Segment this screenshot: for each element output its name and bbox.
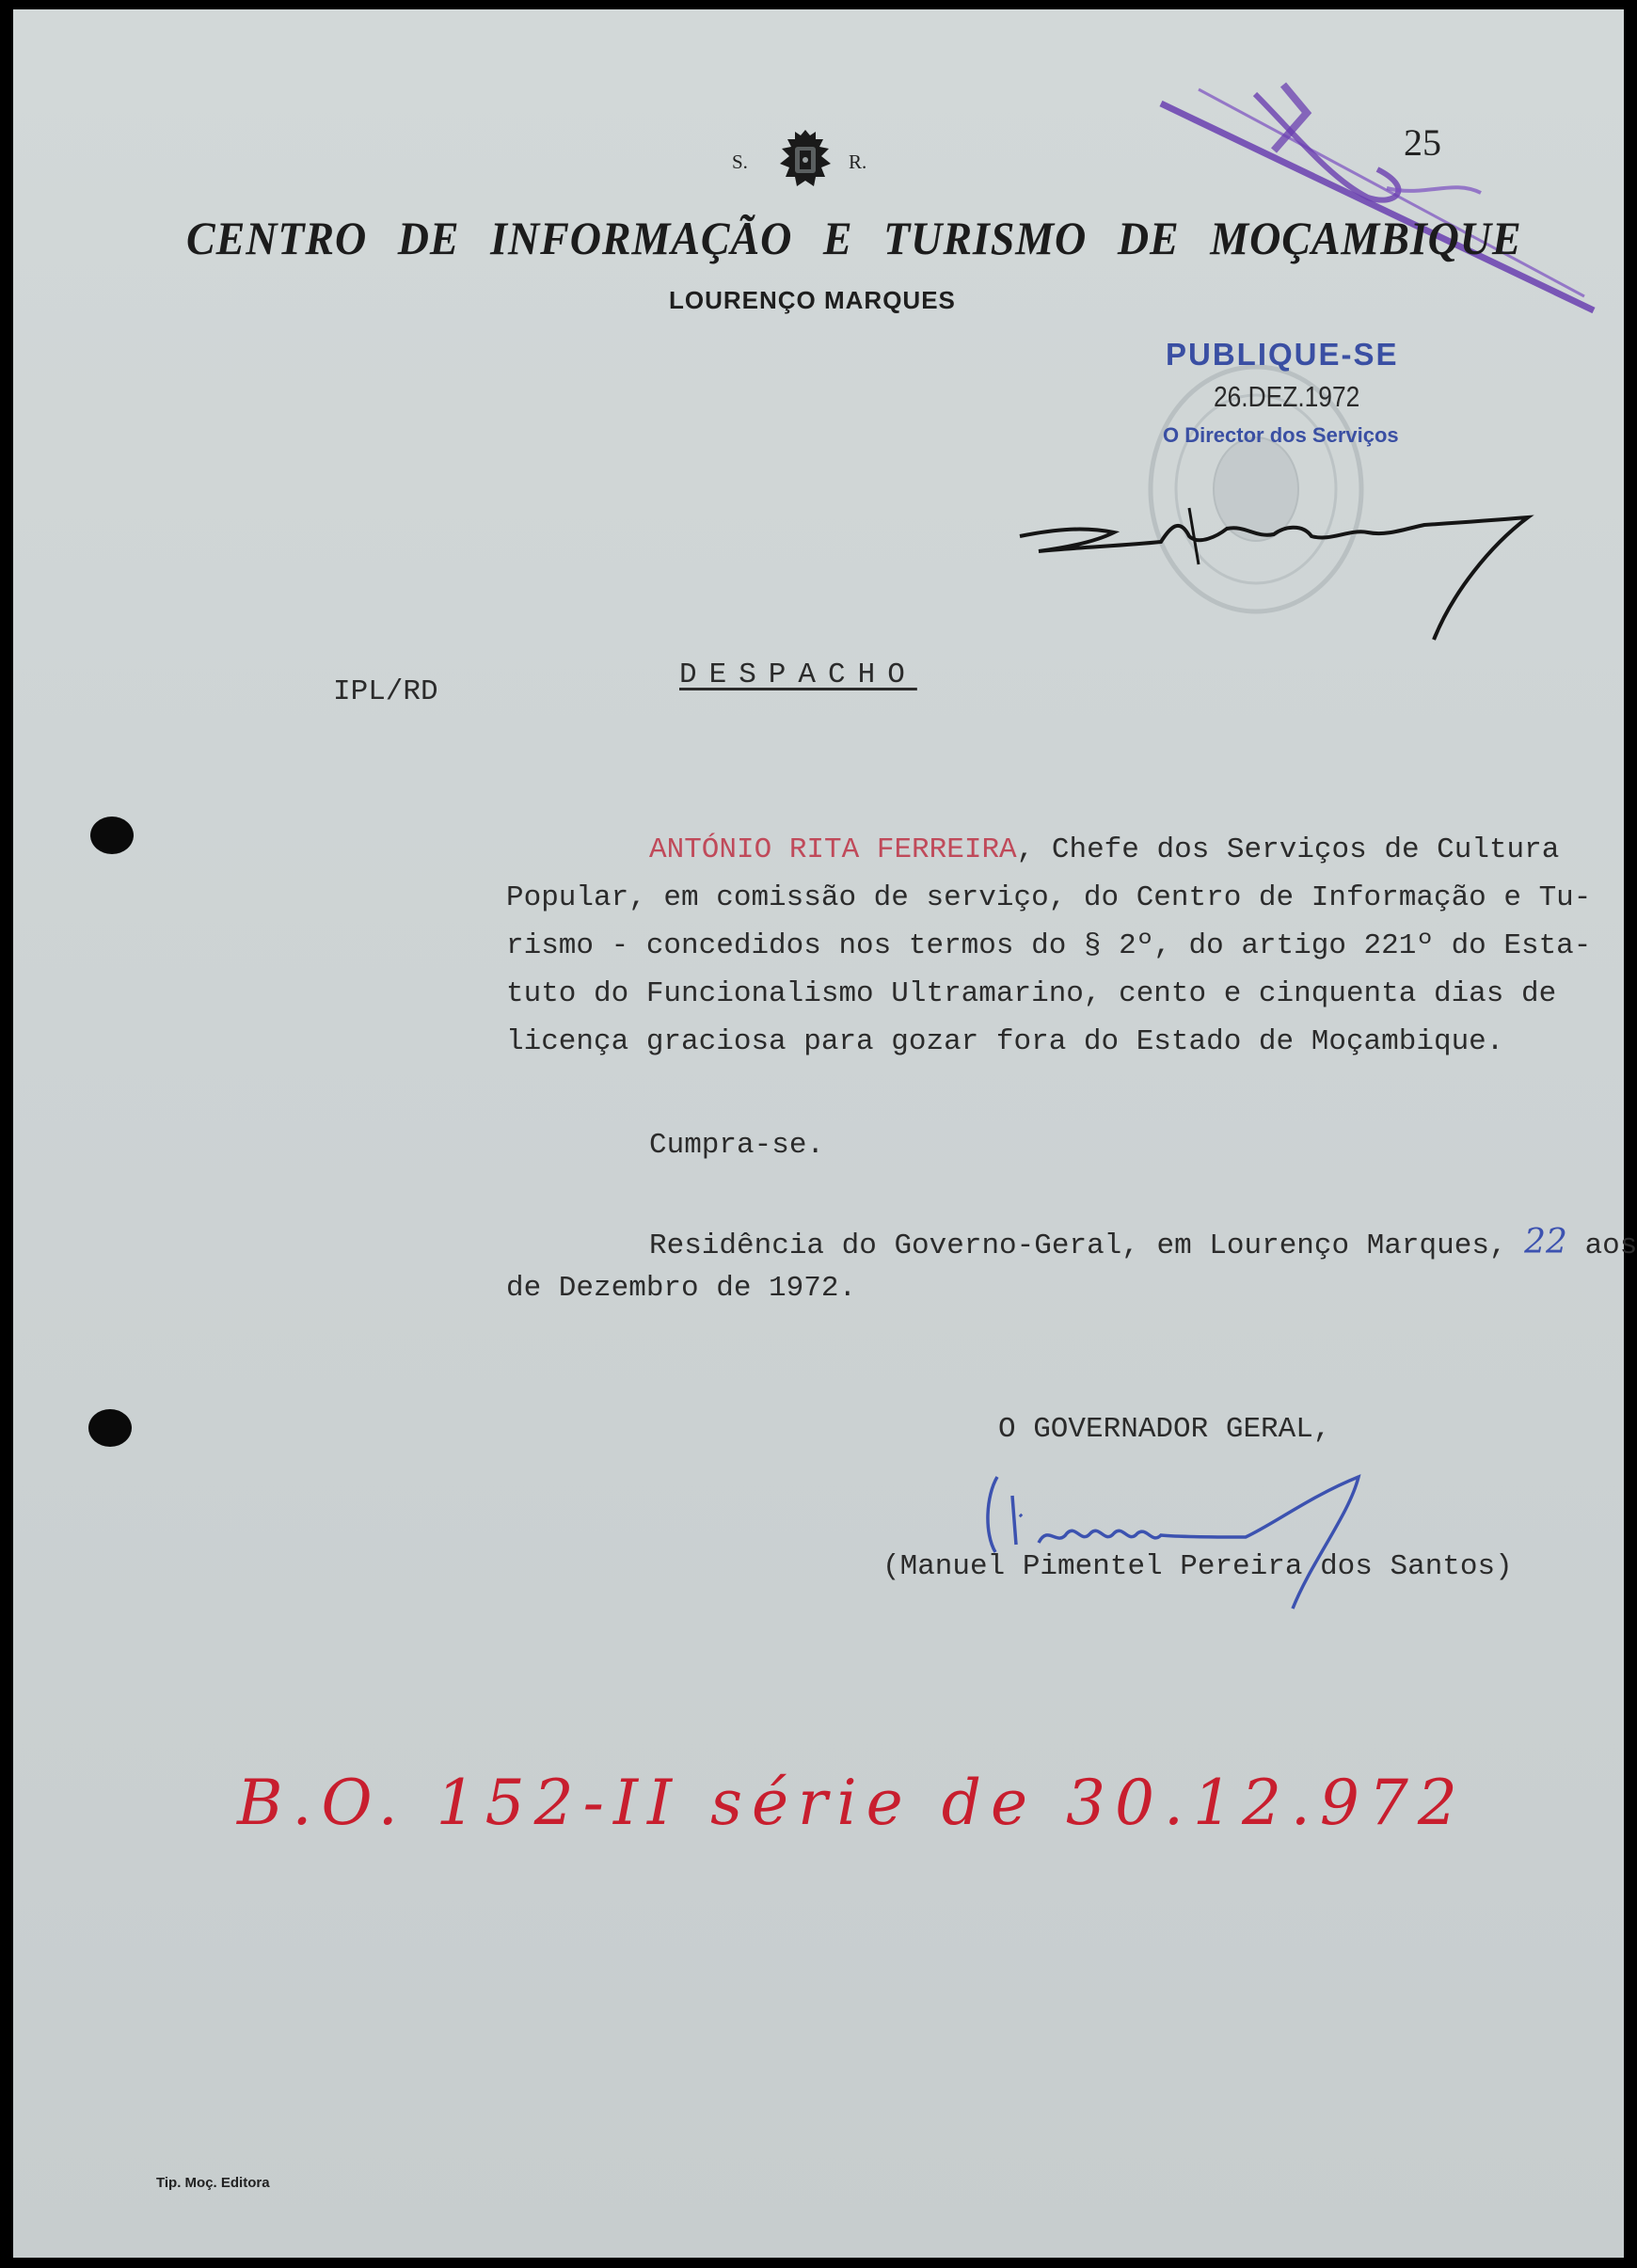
page-number: 25 <box>1404 121 1441 164</box>
bulletin-annotation: B.O. 152-II série de 30.12.972 <box>237 1767 1467 1839</box>
body-paragraph <box>506 826 1591 1066</box>
residence-prefix: Residência do Governo-Geral, em Lourenço Marques, <box>649 1229 1525 1262</box>
punch-hole <box>88 1409 132 1447</box>
person-name: ANTÓNIO RITA FERREIRA <box>649 833 1017 866</box>
cumpra-se: Cumpra-se. <box>649 1129 825 1162</box>
body-line-1-rest: , Chefe dos Serviços de Cultura <box>1016 833 1560 866</box>
punch-hole <box>90 817 134 854</box>
document-page <box>13 9 1637 2258</box>
body-line-2: Popular, em comissão de serviço, do Centro de Informação e Tu- <box>506 881 1592 914</box>
printer-footer: Tip. Moç. Editora <box>156 2175 270 2191</box>
organization-name: CENTRO DE INFORMAÇÃO E TURISMO DE MOÇAMBIQUE <box>186 212 1522 264</box>
handwritten-day: 22 <box>1524 1223 1567 1261</box>
reference-code: IPL/RD <box>333 675 438 708</box>
stamp-director: O Director dos Serviços <box>1163 423 1399 447</box>
director-signature-icon <box>1001 480 1565 649</box>
governor-role: O GOVERNADOR GERAL, <box>998 1413 1331 1446</box>
header-right-initial: R. <box>849 151 867 173</box>
organization-city: LOURENÇO MARQUES <box>669 286 956 314</box>
stamp-date: 26.DEZ.1972 <box>1214 380 1360 413</box>
coat-of-arms-icon <box>774 126 836 194</box>
stamp-publique-se: PUBLIQUE-SE <box>1166 337 1399 372</box>
header-left-initial: S. <box>732 151 748 173</box>
body-line-4: tuto do Funcionalismo Ultramarino, cento e cinquenta dias de <box>506 977 1557 1010</box>
date-line: de Dezembro de 1972. <box>506 1272 857 1305</box>
purple-stamp-mark-icon <box>1142 75 1624 320</box>
residence-line <box>649 1223 1637 1262</box>
body-line-3: rismo - concedidos nos termos do § 2º, do artigo 221º do Esta- <box>506 929 1592 962</box>
body-line-5: licença graciosa para gozar fora do Estado de Moçambique. <box>506 1025 1504 1058</box>
governor-name: (Manuel Pimentel Pereira dos Santos) <box>882 1550 1513 1583</box>
body-line-1 <box>506 826 1591 874</box>
governor-signature-icon <box>963 1458 1396 1627</box>
document-title: DESPACHO <box>679 658 917 691</box>
residence-suffix: aos <box>1566 1229 1637 1262</box>
